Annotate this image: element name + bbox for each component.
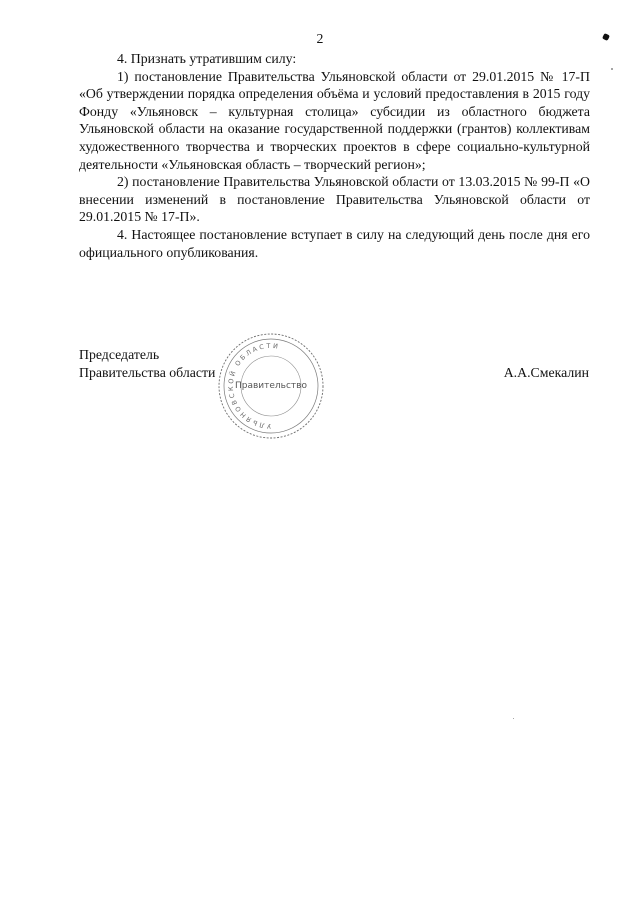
scan-speck <box>513 718 514 719</box>
page-number: 2 <box>316 31 324 46</box>
paragraph-subitem-1: 1) постановление Правительства Ульяновской области от 29.01.2015 № 17-П «Об утверждении порядка определения объёма и условий предоставления в 2015 году Фонду «Ульяновск – культурная столица» субсидии из областного бюджета Ульяновской области на оказание государственной поддержки (грантов) коллективам художественного творчества и творческих проектов в сфере социально-культурной деятельности «Ульяновская область – творческий регион»; <box>79 68 590 172</box>
paragraph-subitem-2: 2) постановление Правительства Ульяновской области от 13.03.2015 № 99-П «О внесении изменений в постановление Правительства Ульяновской области от 29.01.2015 № 17-П». <box>79 174 590 225</box>
signature-position <box>79 346 259 381</box>
signature-position-line2: Правительства области <box>79 364 216 380</box>
scan-speck <box>611 68 613 70</box>
paragraph-item-4-effective: 4. Настоящее постановление вступает в силу на следующий день после дня его официального опубликования. <box>79 226 590 260</box>
document-body <box>79 50 590 261</box>
paragraph-item-4-heading: 4. Признать утратившим силу: <box>117 51 297 66</box>
signature-position-line1: Председатель <box>79 347 160 362</box>
seal-ring-text: УЛЬЯНОВСКОЙ ОБЛАСТИ <box>226 341 281 431</box>
signatory-name: А.А.Смекалин <box>503 365 589 380</box>
seal-center-text: Правительство <box>235 381 307 391</box>
